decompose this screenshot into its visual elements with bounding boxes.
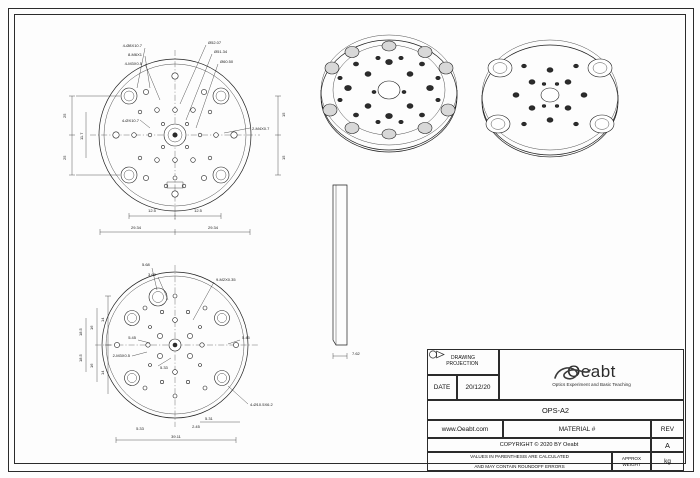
approx-weight-label: APPROX WEIGHT: [612, 452, 651, 471]
projection-symbol-icon: [428, 350, 446, 359]
material-label: MATERIAL #: [503, 420, 651, 438]
callout-bottom-3: 9-M2X0.35: [216, 277, 236, 282]
callout-top-8: 2-M4X0.7: [252, 126, 270, 131]
callout-top-7: 4-ØX10.7: [121, 118, 139, 123]
roundoff-note: [427, 452, 612, 471]
rev-value: A: [651, 438, 684, 452]
dim-bot-left-4: 14: [100, 370, 105, 375]
date-value: 20/12/20: [457, 375, 499, 400]
dim-top-right-1: 15: [281, 112, 286, 117]
side-edge-view: [333, 185, 361, 359]
dim-top-right-2: 15: [281, 155, 286, 160]
dim-bot-left-1: 14: [100, 317, 105, 322]
logo-tagline: Optics Experiment and Basic Teaching: [552, 382, 631, 388]
callout-bottom-7: 4-Ø10.5X6.2: [250, 402, 273, 407]
dim-bot-3: 39.11: [171, 434, 181, 439]
weight-value: kg: [651, 452, 684, 471]
dim-side-thickness: 7.62: [352, 351, 360, 356]
rev-label: REV: [651, 420, 684, 438]
isometric-view-bottom: [482, 40, 618, 157]
isometric-view-top: [321, 35, 457, 152]
website: www.Oeabt.com: [427, 420, 503, 438]
dim-top-bot-1: 12.5: [148, 208, 156, 213]
dim-bot-2: 2.45: [192, 424, 200, 429]
callout-bottom-1: 5.68: [142, 262, 150, 267]
dim-bot-left-6: 18.5: [78, 354, 83, 362]
dim-top-left-2: 25: [62, 155, 67, 160]
callout-bottom-5: 5.45: [242, 335, 250, 340]
drawing-name: OPS-A2: [427, 400, 684, 420]
callout-top-5: Ø51.34: [214, 49, 228, 54]
dim-bot-left-3: 18.5: [78, 328, 83, 336]
dim-top-bot-2: 12.5: [194, 208, 202, 213]
copyright-notice: COPYRIGHT © 2020 BY Oeabt: [427, 438, 651, 452]
dim-bot-1: 5.33: [136, 426, 144, 431]
dim-bot-left-2: 16: [89, 325, 94, 330]
dim-top-left-3: 11.7: [79, 132, 84, 140]
callout-bottom-2: 3.68: [148, 272, 156, 277]
bottom-plan-view: [78, 262, 273, 443]
logo-wordmark: Oeabt: [567, 361, 616, 381]
callout-top-4: Ø52.07: [208, 40, 222, 45]
dim-top-bot-4: 29.34: [207, 225, 219, 230]
callout-bottom-4: 5.45: [128, 335, 136, 340]
projection-label: DRAWING PROJECTION: [427, 349, 499, 375]
title-block: [427, 349, 684, 470]
logo-cell: [499, 349, 684, 400]
callout-top-3: 4-M3X0.5: [124, 61, 142, 66]
dim-top-bot-3: 29.34: [130, 225, 142, 230]
roundoff-note-line1: VALUES IN PARENTHESIS ARE CALCULATED: [470, 453, 569, 459]
dim-bot-4: 5.31: [205, 416, 213, 421]
top-plan-view: [62, 40, 286, 235]
date-label: DATE: [427, 375, 457, 400]
roundoff-note-line2: AND MAY CONTAIN ROUNDOFF ERRORS: [474, 464, 565, 470]
oeabt-mark-icon: [552, 362, 592, 384]
dim-bot-left-5: 16: [89, 363, 94, 368]
callout-bottom-8: 5.33: [160, 365, 168, 370]
callout-bottom-6: 2-M3X0.5: [112, 353, 130, 358]
dim-top-left-1: 25: [62, 113, 67, 118]
callout-top-1: 4-Ø8X10.7: [122, 43, 142, 48]
callout-top-6: Ø60.50: [220, 59, 234, 64]
callout-top-2: 8-M6X1: [127, 52, 142, 57]
